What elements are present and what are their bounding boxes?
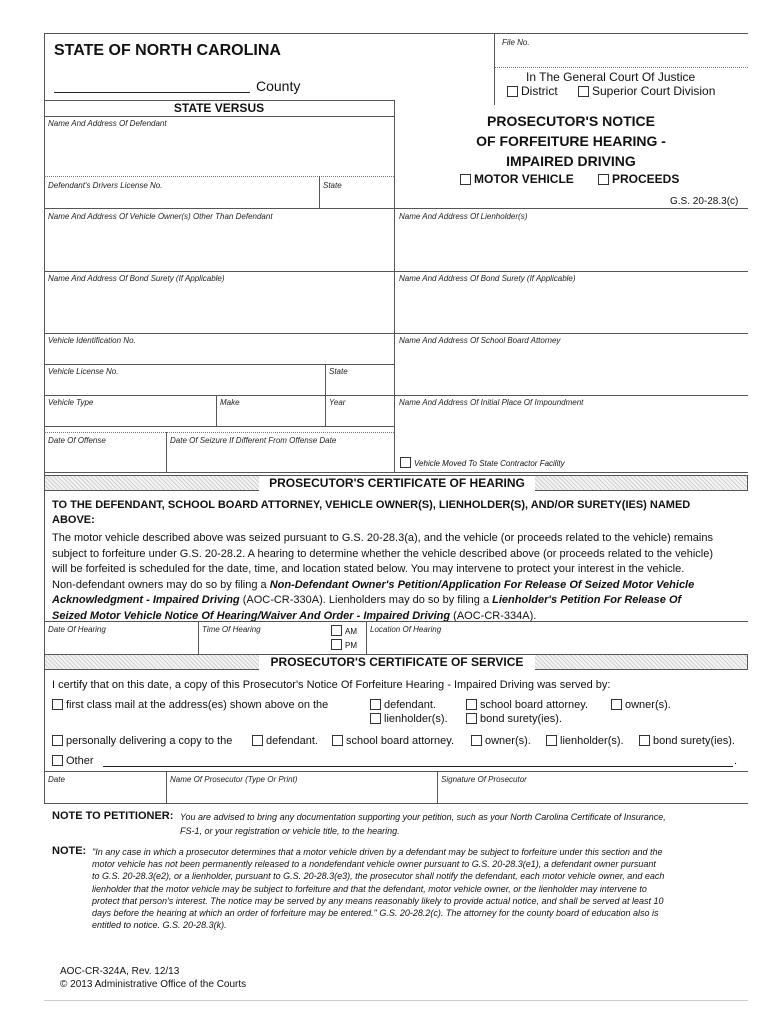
hearing-line5-b: (AOC-CR-330A). Lienholders may do so by filing a: [239, 594, 493, 606]
pm-checkbox[interactable]: [331, 639, 342, 650]
prosecutor-divider: [166, 771, 167, 803]
note-line: entitled to notice. G.S. 20-28.3(k).: [92, 920, 227, 931]
addressee: [52, 498, 746, 528]
top-border: [44, 33, 748, 34]
moved-contractor-option[interactable]: [400, 457, 565, 468]
row-line-472: [44, 472, 748, 473]
personal-bond-sureties-checkbox[interactable]: [639, 735, 650, 746]
personal-lienholders-checkbox[interactable]: [546, 735, 557, 746]
row-line-271: [44, 271, 748, 272]
note-line: lienholder that the motor vehicle may be subject to forfeiture and that the defendant, motor vehicle owner, or the lienholder may intervene to: [92, 883, 647, 894]
first-class-label: first class mail at the address(es) shown above on the: [66, 699, 329, 711]
mail-lienholders-option[interactable]: [370, 713, 448, 725]
personal-owners-option[interactable]: [471, 735, 531, 747]
defendant-name-label: Name And Address Of Defendant: [48, 119, 167, 128]
mail-bond-sureties-label: bond surety(ies).: [480, 713, 562, 725]
row-line-333: [44, 333, 748, 334]
sign-row-top: [44, 771, 748, 772]
date-offense-label: Date Of Offense: [48, 436, 106, 445]
proceeds-option[interactable]: [598, 172, 679, 186]
superior-label: Superior Court Division: [592, 84, 716, 98]
hearing-bar: [44, 475, 748, 491]
note-line: to G.S. 20-28.3(e2), or a lienholder, pursuant to G.S. 20-28.3(e3), the prosecutor shall notify the defendant, each motor vehicle owner, and each: [92, 871, 665, 882]
impoundment-label: Name And Address Of Initial Place Of Impoundment: [399, 398, 584, 407]
petitioner-note-line2: FS-1, or your registration or vehicle title, to the hearing.: [180, 826, 400, 836]
statute-quote: [92, 846, 746, 931]
dl-state-label: State: [323, 181, 342, 190]
vin-label: Vehicle Identification No.: [48, 336, 136, 345]
petition-form-name: Non-Defendant Owner's Petition/Application For Release Of Seized Motor Vehicle: [269, 578, 695, 591]
make-label: Make: [220, 398, 240, 407]
lienholder-form-name: Lienholder's Petition For Release Of: [492, 594, 682, 606]
note-label: NOTE:: [52, 845, 87, 857]
license-no-label: Vehicle License No.: [48, 367, 119, 376]
hearing-date-label: Date Of Hearing: [48, 625, 106, 634]
title-line3: IMPAIRED DRIVING: [506, 153, 636, 169]
certify-text: I certify that on this date, a copy of this Prosecutor's Notice Of Forfeiture Hearing - Impaired Driving was served by:: [52, 679, 611, 691]
note-line: days before the hearing at which an order of forfeiture may be entered." G.S. 20-28.2(c). The attorney for the county board of education also is: [92, 908, 659, 919]
year-label: Year: [329, 398, 346, 407]
hearing-row-top: [44, 621, 748, 622]
header-divider: [494, 33, 495, 105]
service-bar-title: PROSECUTOR'S CERTIFICATE OF SERVICE: [259, 655, 535, 670]
title-line1: PROSECUTOR'S NOTICE: [487, 113, 655, 129]
moved-contractor-label: Vehicle Moved To State Contractor Facility: [414, 459, 565, 468]
hearing-bar-title: PROSECUTOR'S CERTIFICATE OF HEARING: [259, 476, 535, 491]
lienholder-form-name-2: Seized Motor Vehicle Notice Of Hearing/Waiver And Order - Impaired Driving: [52, 609, 451, 622]
time-divider: [198, 621, 199, 654]
date-seizure-label: Date Of Seizure If Different From Offense Date: [170, 436, 337, 445]
mail-defendant-label: defendant.: [384, 699, 436, 711]
statute: G.S. 20-28.3(c): [670, 196, 739, 207]
footer-rule: [44, 1000, 748, 1001]
personal-school-board-checkbox[interactable]: [332, 735, 343, 746]
mail-school-board-option[interactable]: [466, 699, 588, 711]
seizure-divider: [166, 432, 167, 472]
personal-school-board-option[interactable]: [332, 735, 454, 747]
am-option[interactable]: [331, 625, 357, 636]
hearing-line1: The motor vehicle described above was seized pursuant to G.S. 20-28.3(a), and the vehicle (or proceeds related to the vehicle) remains: [52, 532, 713, 544]
personal-owners-checkbox[interactable]: [471, 735, 482, 746]
title-line2: OF FORFEITURE HEARING -: [476, 133, 666, 149]
mail-school-board-label: school board attorney.: [480, 699, 589, 711]
defendant-bottom: [44, 176, 394, 177]
other-label: Other: [66, 755, 94, 767]
superior-checkbox[interactable]: [578, 86, 589, 97]
other-period: .: [734, 755, 738, 767]
hearing-location-label: Location Of Hearing: [370, 625, 442, 634]
bond-surety-label: Name And Address Of Bond Surety (If Applicable): [48, 274, 225, 283]
footer: [60, 965, 246, 991]
am-checkbox[interactable]: [331, 625, 342, 636]
mail-owners-checkbox[interactable]: [611, 699, 622, 710]
addressee-line2: ABOVE:: [52, 514, 95, 526]
personally-option[interactable]: [52, 735, 232, 747]
bond-surety-label-2: Name And Address Of Bond Surety (If Applicable): [399, 274, 576, 283]
signature-divider: [437, 771, 438, 803]
row-line-364: [44, 364, 394, 365]
personally-checkbox[interactable]: [52, 735, 63, 746]
motor-vehicle-option[interactable]: [460, 172, 574, 186]
license-state-label: State: [329, 367, 348, 376]
hearing-paragraph: [52, 531, 742, 624]
service-date-label: Date: [48, 775, 65, 784]
addressee-line1: TO THE DEFENDANT, SCHOOL BOARD ATTORNEY, VEHICLE OWNER(S), LIENHOLDER(S), AND/OR SURETY(IES) NAMED: [52, 499, 691, 511]
prosecutor-name-label: Name Of Prosecutor (Type Or Print): [170, 775, 298, 784]
county-label: County: [256, 78, 301, 94]
county-line[interactable]: [54, 92, 250, 93]
proceeds-checkbox[interactable]: [598, 174, 609, 185]
proceeds-label: PROCEEDS: [612, 172, 680, 186]
first-class-checkbox[interactable]: [52, 699, 63, 710]
lienholder-label: Name And Address Of Lienholder(s): [399, 212, 528, 221]
row-line-208: [44, 208, 748, 209]
hearing-line3: will be forfeited is scheduled for the date, time, and location stated below. You may intervene to protect your interest in the vehicle.: [52, 563, 685, 575]
hearing-line4: [52, 578, 742, 594]
hearing-line4-a: Non-defendant owners may do so by filing a: [52, 578, 270, 591]
row-line-426: [44, 426, 394, 427]
row-line-395: [44, 395, 748, 396]
first-class-option[interactable]: [52, 699, 328, 711]
personal-school-board-label: school board attorney.: [346, 735, 455, 747]
vehicle-type-label: Vehicle Type: [48, 398, 94, 407]
motor-vehicle-label: MOTOR VEHICLE: [474, 172, 574, 186]
hearing-time-label: Time Of Hearing: [202, 625, 261, 634]
copyright: © 2013 Administrative Office of the Courts: [60, 979, 247, 990]
personally-label: personally delivering a copy to the: [66, 735, 233, 747]
personal-lienholders-label: lienholder(s).: [560, 735, 624, 747]
district-label: District: [521, 84, 558, 98]
left-border: [44, 33, 45, 803]
dl-state-divider: [319, 176, 320, 208]
mail-bond-sureties-option[interactable]: [466, 713, 562, 725]
row-line-432: [44, 432, 394, 433]
file-no-line: [494, 67, 748, 68]
note-line: protect that person's interest. The notice may be served by any means reasonably likely to provide actual notice, and shall be served at least 10: [92, 895, 664, 906]
personal-defendant-label: defendant.: [266, 735, 318, 747]
service-bar: [44, 654, 748, 670]
other-line[interactable]: [103, 766, 733, 767]
court-label: In The General Court Of Justice: [526, 70, 696, 84]
sign-row-bottom: [44, 803, 748, 804]
drivers-license-label: Defendant's Drivers License No.: [48, 181, 163, 190]
mail-school-board-checkbox[interactable]: [466, 699, 477, 710]
superior-option[interactable]: [578, 84, 715, 98]
am-label: AM: [345, 627, 357, 636]
mail-lienholders-label: lienholder(s).: [384, 713, 448, 725]
personal-defendant-checkbox[interactable]: [252, 735, 263, 746]
mail-defendant-option[interactable]: [370, 699, 436, 711]
personal-defendant-option[interactable]: [252, 735, 318, 747]
file-no-label: File No.: [502, 38, 530, 47]
school-board-label: Name And Address Of School Board Attorney: [399, 336, 561, 345]
mail-lienholders-checkbox[interactable]: [370, 713, 381, 724]
hearing-line6-b: (AOC-CR-334A).: [450, 609, 537, 622]
notice-title: [394, 111, 748, 171]
moved-contractor-checkbox[interactable]: [400, 457, 411, 468]
hearing-line5: [52, 593, 742, 609]
district-checkbox[interactable]: [507, 86, 518, 97]
petitioner-note-text-2: [180, 825, 746, 837]
note-line: "In any case in which a prosecutor determines that a motor vehicle driven by a defendant may be subject to forfeiture under this section and the: [92, 847, 663, 857]
petitioner-note-text: [180, 811, 746, 823]
petitioner-note-line1: You are advised to bring any documentation supporting your petition, such as your North Carolina Certificate of Insurance,: [180, 812, 666, 822]
state-versus: STATE VERSUS: [173, 101, 265, 115]
mail-defendant-checkbox[interactable]: [370, 699, 381, 710]
state-title: STATE OF NORTH CAROLINA: [54, 42, 281, 59]
state-versus-bottom: [44, 116, 394, 117]
mail-owners-label: owner(s).: [625, 699, 671, 711]
signature-label: Signature Of Prosecutor: [441, 775, 527, 784]
other-option[interactable]: [52, 755, 94, 767]
motor-vehicle-checkbox[interactable]: [460, 174, 471, 185]
make-divider: [216, 395, 217, 426]
note-line: motor vehicle has not been permanently released to a nondefendant vehicle owner pursuant to G.S. 20-28.3(e1), a defendant owner pursuant: [92, 859, 656, 870]
mail-bond-sureties-checkbox[interactable]: [466, 713, 477, 724]
hearing-line2: subject to forfeiture under G.S. 20-28.2. A hearing to determine whether the vehicle described above (or proceeds related to the vehicle): [52, 547, 713, 560]
district-option[interactable]: [507, 84, 558, 98]
vehicle-owner-label: Name And Address Of Vehicle Owner(s) Other Than Defendant: [48, 212, 273, 221]
pm-option[interactable]: [331, 639, 357, 650]
personal-bond-sureties-label: bond surety(ies).: [653, 735, 735, 747]
petition-form-name-2: Acknowledgment - Impaired Driving: [52, 594, 240, 606]
other-checkbox[interactable]: [52, 755, 63, 766]
pm-label: PM: [345, 641, 357, 650]
personal-lienholders-option[interactable]: [546, 735, 624, 747]
location-divider: [366, 621, 367, 654]
petitioner-note-label: NOTE TO PETITIONER:: [52, 810, 174, 822]
form-number: AOC-CR-324A, Rev. 12/13: [60, 966, 180, 977]
personal-bond-sureties-option[interactable]: [639, 735, 735, 747]
personal-owners-label: owner(s).: [485, 735, 531, 747]
mail-owners-option[interactable]: [611, 699, 671, 711]
